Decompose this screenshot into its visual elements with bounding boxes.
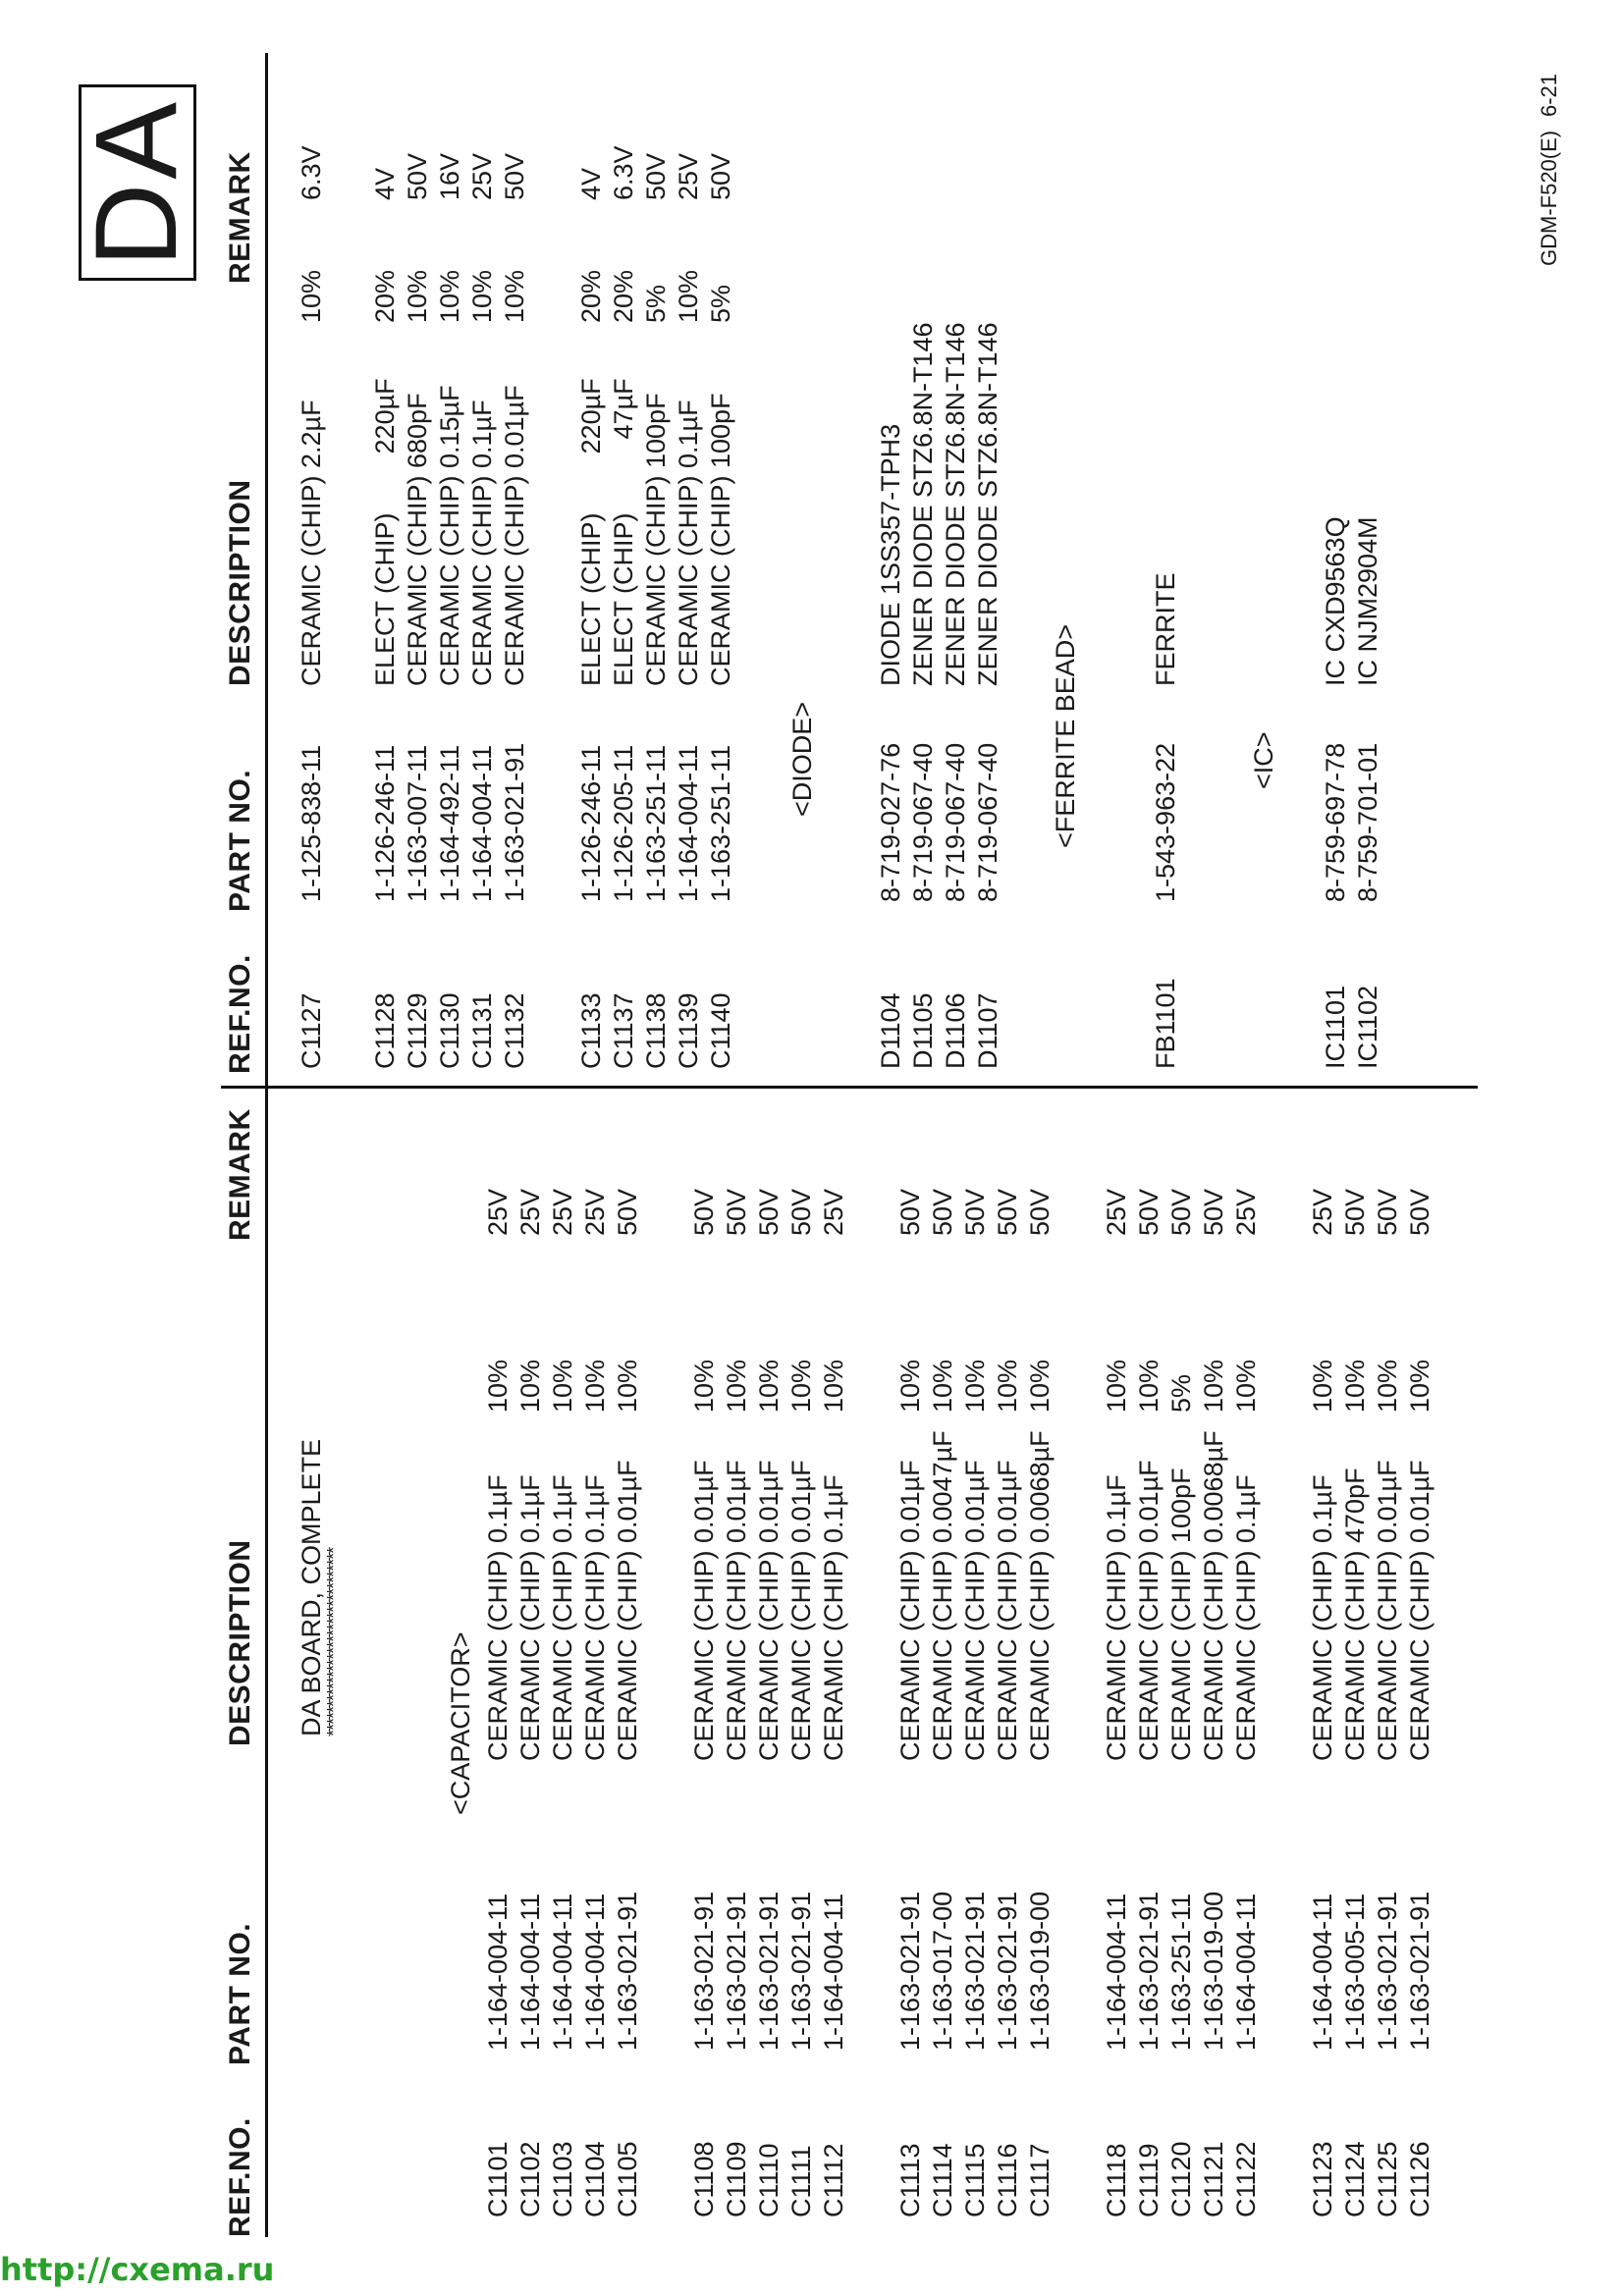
board-title-underline: ********************************	[324, 1547, 344, 1736]
cell-ref: C1103	[548, 2141, 577, 2217]
section-ic: <IC>	[1249, 731, 1278, 789]
cell-part: 1-164-492-11	[435, 744, 464, 902]
cell-part: 8-759-701-01	[1353, 742, 1382, 902]
cell-desc: CERAMIC (CHIP) 0.01µF	[1405, 1460, 1434, 1761]
header-ref-no-left: REF.NO.	[224, 2117, 256, 2237]
cell-remark: 25V	[1102, 1188, 1131, 1236]
cell-part: 1-163-021-91	[786, 1891, 816, 2051]
cell-desc: ELECT (CHIP) 220µF	[576, 378, 606, 686]
cell-remark: 25V	[1231, 1188, 1261, 1236]
cell-tol: 10%	[403, 269, 432, 323]
cell-desc: CERAMIC (CHIP) 0.01µF	[993, 1460, 1022, 1761]
cell-ref: C1108	[689, 2141, 719, 2217]
cell-tol: 10%	[1025, 1359, 1055, 1413]
cell-ref: C1137	[609, 992, 638, 1069]
section-ferrite-bead: <FERRITE BEAD>	[1051, 623, 1080, 848]
cell-part: 1-163-007-11	[403, 744, 432, 902]
cell-part: 1-164-004-11	[1231, 1893, 1261, 2051]
cell-part: 1-126-246-11	[576, 744, 606, 902]
cell-remark: 50V	[1373, 1188, 1402, 1236]
header-part-no-right: PART NO.	[224, 769, 256, 912]
site-link[interactable]: http://cxema.ru	[0, 2251, 275, 2288]
cell-desc: CERAMIC (CHIP) 0.1µF	[1231, 1474, 1261, 1761]
cell-desc: CERAMIC (CHIP) 100pF	[706, 393, 735, 686]
cell-remark: 50V	[706, 152, 735, 200]
footer-page-number: 6-21	[1537, 73, 1561, 117]
cell-desc: ZENER DIODE STZ6.8N-T146	[973, 322, 1002, 686]
cell-ref: C1127	[297, 992, 326, 1069]
cell-tol: 20%	[370, 269, 400, 323]
cell-part: 8-759-697-78	[1321, 742, 1350, 902]
cell-part: 1-164-004-11	[548, 1893, 577, 2051]
cell-remark: 50V	[1405, 1188, 1434, 1236]
cell-part: 1-163-251-11	[641, 744, 671, 902]
header-remark-right: REMARK	[224, 151, 256, 284]
cell-part: 8-719-067-40	[908, 742, 938, 902]
header-description-right: DESCRIPTION	[224, 479, 256, 686]
header-ref-no-right: REF.NO.	[224, 954, 256, 1074]
cell-remark: 50V	[403, 152, 432, 200]
cell-part: 1-163-005-11	[1340, 1893, 1370, 2051]
cell-desc: CERAMIC (CHIP) 100pF	[1166, 1468, 1196, 1761]
cell-ref: C1115	[960, 2143, 990, 2217]
cell-part: 1-164-004-11	[467, 744, 497, 902]
cell-remark: 6.3V	[297, 145, 326, 200]
cell-desc: CERAMIC (CHIP) 0.01µF	[786, 1460, 816, 1761]
cell-tol: 10%	[993, 1359, 1022, 1413]
cell-tol: 10%	[1308, 1359, 1337, 1413]
cell-tol: 20%	[576, 269, 606, 323]
cell-part: 1-163-251-11	[1166, 1893, 1196, 2051]
cell-part: 1-163-021-91	[1373, 1891, 1402, 2051]
cell-desc: CERAMIC (CHIP) 100pF	[641, 393, 671, 686]
cell-desc: CERAMIC (CHIP) 0.1µF	[674, 400, 703, 686]
cell-remark: 50V	[641, 152, 671, 200]
cell-tol: 10%	[819, 1359, 848, 1413]
cell-remark: 50V	[613, 1188, 642, 1236]
cell-remark: 50V	[1166, 1188, 1196, 1236]
cell-desc: ELECT (CHIP) 47µF	[609, 378, 638, 686]
cell-desc: ELECT (CHIP) 220µF	[370, 378, 400, 686]
cell-ref: C1121	[1199, 2141, 1228, 2217]
cell-part: 1-163-251-11	[706, 744, 735, 902]
cell-desc: CERAMIC (CHIP) 0.0047µF	[928, 1430, 957, 1761]
cell-ref: D1107	[973, 992, 1002, 1069]
cell-desc: CERAMIC (CHIP) 0.01µF	[1373, 1460, 1402, 1761]
cell-remark: 6.3V	[609, 145, 638, 200]
cell-tol: 10%	[483, 1359, 513, 1413]
column-divider	[221, 1086, 1478, 1089]
cell-part: 1-163-019-00	[1199, 1891, 1228, 2051]
cell-part: 1-125-838-11	[297, 744, 326, 902]
cell-ref: C1120	[1166, 2141, 1196, 2217]
cell-part: 1-164-004-11	[674, 744, 703, 902]
cell-part: 1-126-246-11	[370, 744, 400, 902]
cell-desc: CERAMIC (CHIP) 0.1µF	[1308, 1474, 1337, 1761]
cell-ref: C1124	[1340, 2141, 1370, 2217]
cell-ref: C1113	[895, 2143, 925, 2217]
cell-remark: 50V	[1134, 1188, 1163, 1236]
cell-ref: C1105	[613, 2141, 642, 2217]
cell-remark: 50V	[928, 1188, 957, 1236]
cell-remark: 25V	[580, 1188, 610, 1236]
cell-remark: 4V	[370, 167, 400, 200]
cell-part: 1-164-004-11	[483, 1893, 513, 2051]
cell-remark: 50V	[689, 1188, 719, 1236]
cell-ref: C1139	[674, 992, 703, 1069]
section-diode: <DIODE>	[787, 701, 817, 817]
board-title: DA BOARD, COMPLETE	[297, 1438, 326, 1736]
cell-tol: 10%	[1134, 1359, 1163, 1413]
cell-ref: D1104	[876, 992, 905, 1069]
cell-ref: C1125	[1373, 2141, 1402, 2217]
footer-model: GDM-F520(E)	[1537, 130, 1561, 266]
cell-remark: 50V	[1340, 1188, 1370, 1236]
cell-part: 1-543-963-22	[1151, 742, 1180, 902]
cell-desc: CERAMIC (CHIP) 0.1µF	[1102, 1474, 1131, 1761]
cell-tol: 10%	[895, 1359, 925, 1413]
cell-ref: C1126	[1405, 2141, 1434, 2217]
cell-tol: 10%	[1405, 1359, 1434, 1413]
cell-ref: C1102	[515, 2141, 545, 2217]
cell-tol: 10%	[467, 269, 497, 323]
cell-ref: C1132	[500, 992, 529, 1069]
cell-part: 8-719-067-40	[941, 742, 970, 902]
cell-tol: 10%	[1340, 1359, 1370, 1413]
cell-part: 1-164-004-11	[515, 1893, 545, 2051]
cell-desc: CERAMIC (CHIP) 0.01µF	[722, 1460, 751, 1761]
cell-desc: CERAMIC (CHIP) 0.1µF	[580, 1474, 610, 1761]
cell-part: 1-163-021-91	[1134, 1891, 1163, 2051]
cell-desc: CERAMIC (CHIP) 0.0068µF	[1199, 1430, 1228, 1761]
cell-remark: 16V	[435, 152, 464, 200]
cell-ref: C1129	[403, 992, 432, 1069]
cell-remark: 25V	[548, 1188, 577, 1236]
cell-tol: 10%	[689, 1359, 719, 1413]
cell-ref: C1122	[1231, 2141, 1261, 2217]
cell-part: 1-163-019-00	[1025, 1891, 1055, 2051]
cell-ref: C1130	[435, 992, 464, 1069]
cell-part: 1-163-021-91	[895, 1891, 925, 2051]
cell-ref: C1111	[786, 2145, 816, 2217]
cell-part: 1-163-021-91	[1405, 1891, 1434, 2051]
cell-tol: 10%	[500, 269, 529, 323]
cell-tol: 10%	[515, 1359, 545, 1413]
cell-desc: CERAMIC (CHIP) 0.01µF	[895, 1460, 925, 1761]
cell-desc: CERAMIC (CHIP) 0.01µF	[754, 1460, 784, 1761]
cell-tol: 10%	[960, 1359, 990, 1413]
cell-desc: CERAMIC (CHIP) 470pF	[1340, 1468, 1370, 1761]
cell-desc: CERAMIC (CHIP) 0.1µF	[515, 1474, 545, 1761]
cell-tol: 10%	[297, 269, 326, 323]
cell-part: 1-163-021-91	[960, 1891, 990, 2051]
cell-tol: 10%	[674, 269, 703, 323]
cell-ref: C1110	[754, 2143, 784, 2217]
cell-ref: D1106	[941, 992, 970, 1069]
cell-ref: C1133	[576, 992, 606, 1069]
cell-part: 1-163-021-91	[993, 1891, 1022, 2051]
cell-tol: 5%	[706, 284, 735, 323]
cell-tol: 20%	[609, 269, 638, 323]
cell-remark: 50V	[1025, 1188, 1055, 1236]
cell-part: 1-163-021-91	[689, 1891, 719, 2051]
cell-desc: CERAMIC (CHIP) 2.2µF	[297, 400, 326, 686]
cell-ref: C1140	[706, 992, 735, 1069]
cell-tol: 10%	[928, 1359, 957, 1413]
cell-remark: 25V	[483, 1188, 513, 1236]
cell-ref: C1131	[467, 992, 497, 1069]
cell-desc: CERAMIC (CHIP) 0.1µF	[483, 1474, 513, 1761]
cell-tol: 10%	[786, 1359, 816, 1413]
cell-remark: 25V	[467, 152, 497, 200]
cell-ref: IC1102	[1353, 985, 1382, 1069]
cell-tol: 10%	[613, 1359, 642, 1413]
cell-ref: C1123	[1308, 2141, 1337, 2217]
cell-remark: 50V	[722, 1188, 751, 1236]
cell-tol: 10%	[722, 1359, 751, 1413]
header-part-no-left: PART NO.	[224, 1922, 256, 2065]
cell-desc: CERAMIC (CHIP) 0.1µF	[467, 400, 497, 686]
cell-desc: CERAMIC (CHIP) 0.15µF	[435, 385, 464, 686]
cell-desc: CERAMIC (CHIP) 0.01µF	[1134, 1460, 1163, 1761]
cell-remark: 50V	[500, 152, 529, 200]
cell-ref: C1112	[819, 2143, 848, 2217]
cell-tol: 5%	[1166, 1373, 1196, 1413]
cell-tol: 10%	[1199, 1359, 1228, 1413]
header-remark-left: REMARK	[224, 1108, 256, 1241]
cell-ref: FB1101	[1151, 978, 1180, 1069]
cell-desc: ZENER DIODE STZ6.8N-T146	[908, 322, 938, 686]
cell-ref: D1105	[908, 992, 938, 1069]
cell-remark: 25V	[819, 1188, 848, 1236]
cell-desc: IC NJM2904M	[1353, 516, 1382, 686]
cell-remark: 50V	[786, 1188, 816, 1236]
cell-part: 1-164-004-11	[1308, 1893, 1337, 2051]
cell-tol: 10%	[548, 1359, 577, 1413]
cell-desc: DIODE 1SS357-TPH3	[876, 423, 905, 686]
cell-ref: C1117	[1025, 2143, 1055, 2217]
cell-part: 1-164-004-11	[1102, 1893, 1131, 2051]
cell-part: 1-164-004-11	[819, 1893, 848, 2051]
cell-tol: 10%	[435, 269, 464, 323]
board-label-box: DA	[79, 84, 196, 281]
cell-ref: C1116	[993, 2143, 1022, 2217]
cell-tol: 10%	[580, 1359, 610, 1413]
section-capacitor: <CAPACITOR>	[446, 1631, 475, 1815]
cell-part: 1-164-004-11	[580, 1893, 610, 2051]
cell-remark: 50V	[993, 1188, 1022, 1236]
cell-part: 1-163-021-91	[500, 742, 529, 902]
cell-part: 1-163-017-00	[928, 1891, 957, 2051]
cell-desc: CERAMIC (CHIP) 680pF	[403, 393, 432, 686]
cell-part: 1-163-021-91	[754, 1891, 784, 2051]
cell-desc: CERAMIC (CHIP) 0.01µF	[500, 385, 529, 686]
cell-ref: C1104	[580, 2141, 610, 2217]
cell-part: 1-163-021-91	[613, 1891, 642, 2051]
cell-remark: 50V	[754, 1188, 784, 1236]
cell-desc: CERAMIC (CHIP) 0.1µF	[819, 1474, 848, 1761]
cell-remark: 25V	[674, 152, 703, 200]
cell-desc: CERAMIC (CHIP) 0.01µF	[613, 1460, 642, 1761]
cell-desc: FERRITE	[1151, 572, 1180, 686]
cell-ref: C1119	[1134, 2143, 1163, 2217]
cell-ref: IC1101	[1321, 985, 1350, 1069]
cell-part: 8-719-067-40	[973, 742, 1002, 902]
cell-remark: 50V	[1199, 1188, 1228, 1236]
cell-tol: 5%	[641, 284, 671, 323]
cell-remark: 50V	[895, 1188, 925, 1236]
cell-tol: 10%	[1231, 1359, 1261, 1413]
cell-desc: CERAMIC (CHIP) 0.0068µF	[1025, 1430, 1055, 1761]
cell-desc: CERAMIC (CHIP) 0.01µF	[689, 1460, 719, 1761]
cell-ref: C1128	[370, 992, 400, 1069]
cell-remark: 25V	[515, 1188, 545, 1236]
cell-desc: CERAMIC (CHIP) 0.01µF	[960, 1460, 990, 1761]
cell-remark: 4V	[576, 167, 606, 200]
cell-part: 8-719-027-76	[876, 742, 905, 902]
cell-ref: C1138	[641, 992, 671, 1069]
cell-ref: C1114	[928, 2143, 957, 2217]
cell-desc: CERAMIC (CHIP) 0.1µF	[548, 1474, 577, 1761]
cell-tol: 10%	[1373, 1359, 1402, 1413]
cell-remark: 50V	[960, 1188, 990, 1236]
header-description-left: DESCRIPTION	[224, 1539, 256, 1746]
cell-part: 1-163-021-91	[722, 1891, 751, 2051]
cell-ref: C1118	[1102, 2143, 1131, 2217]
cell-tol: 10%	[754, 1359, 784, 1413]
cell-ref: C1109	[722, 2141, 751, 2217]
cell-remark: 25V	[1308, 1188, 1337, 1236]
cell-tol: 10%	[1102, 1359, 1131, 1413]
cell-ref: C1101	[483, 2141, 513, 2217]
cell-desc: ZENER DIODE STZ6.8N-T146	[941, 322, 970, 686]
cell-desc: IC CXD9563Q	[1321, 516, 1350, 686]
header-rule	[265, 53, 268, 2237]
cell-part: 1-126-205-11	[609, 744, 638, 902]
